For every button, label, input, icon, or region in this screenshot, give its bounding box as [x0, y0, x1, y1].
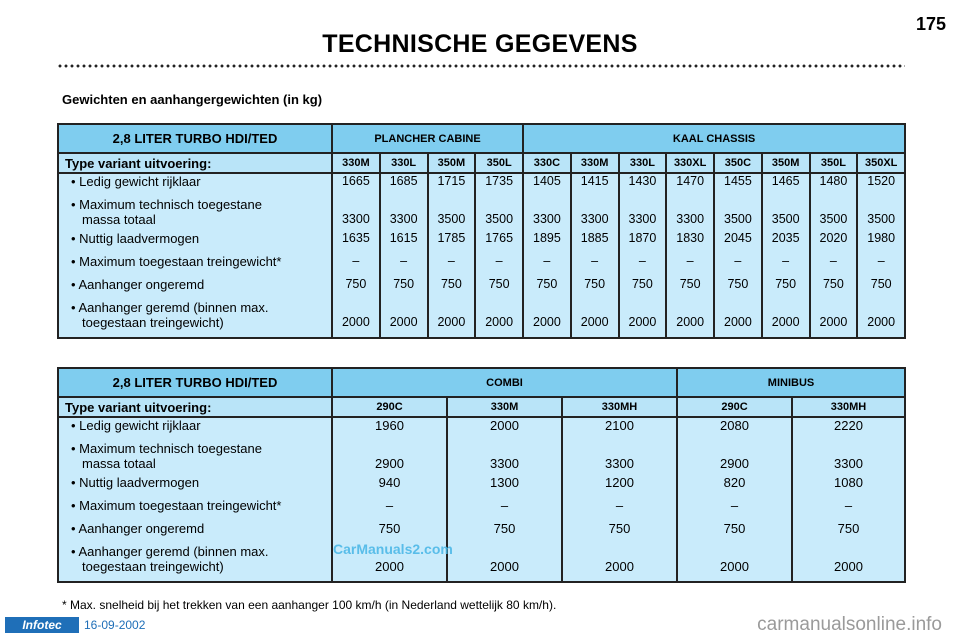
value-cell: 1200 — [605, 475, 634, 490]
column-header: 330M — [447, 397, 562, 417]
print-date: 16-09-2002 — [84, 618, 146, 632]
value-cell: 3300 — [389, 212, 418, 226]
dotted-divider — [57, 64, 905, 68]
column-header: 330XL — [666, 153, 714, 173]
value-cell: 2000 — [533, 315, 561, 329]
value-cell: 1885 — [580, 231, 609, 245]
value-cell: 1665 — [341, 174, 370, 188]
value-cell: 3300 — [341, 212, 370, 226]
row-label — [59, 498, 331, 521]
value-column — [428, 173, 476, 338]
row-label-line: • Aanhanger ongeremd — [71, 521, 205, 536]
value-cell: 940 — [378, 475, 401, 490]
value-cell: 2000 — [720, 559, 749, 574]
value-cell: 750 — [584, 277, 606, 291]
value-cell: 1980 — [867, 231, 896, 245]
row-label — [59, 300, 331, 334]
value-cell: 750 — [608, 521, 631, 536]
row-label — [59, 441, 331, 475]
value-cell: 2000 — [724, 315, 752, 329]
column-header: 330MH — [792, 397, 905, 417]
column-header: 330M — [571, 153, 619, 173]
value-cell: 3500 — [771, 212, 800, 226]
value-cell: 1685 — [389, 174, 418, 188]
row-label-line: toegestaan treingewicht) — [82, 315, 224, 330]
group-header-kaal-chassis: KAAL CHASSIS — [523, 124, 905, 153]
value-cell: 1830 — [676, 231, 705, 245]
value-cell: 820 — [723, 475, 746, 490]
value-cell: 1415 — [580, 174, 609, 188]
value-cell: – — [829, 254, 837, 268]
value-cell: 1615 — [389, 231, 418, 245]
row-labels — [58, 417, 332, 582]
value-cell: 1080 — [834, 475, 863, 490]
value-cell: 2000 — [605, 559, 634, 574]
value-cell: 1300 — [490, 475, 519, 490]
value-column — [714, 173, 762, 338]
row-label-line: massa totaal — [82, 212, 156, 227]
value-cell: 2220 — [834, 418, 863, 433]
column-header: 330L — [619, 153, 667, 173]
value-cell: 750 — [345, 277, 367, 291]
value-cell: – — [844, 498, 853, 513]
column-header: 350L — [810, 153, 858, 173]
value-column — [792, 417, 905, 582]
value-cell: 2000 — [485, 315, 514, 329]
value-column — [447, 417, 562, 582]
value-cell: 1960 — [375, 418, 404, 433]
value-column — [332, 173, 380, 338]
group-header-minibus: MINIBUS — [677, 368, 905, 397]
value-cell: 2000 — [676, 315, 705, 329]
value-cell: 1765 — [485, 231, 514, 245]
value-cell: 1480 — [819, 174, 848, 188]
row-label — [59, 418, 331, 441]
value-cell: 2100 — [605, 418, 634, 433]
value-cell: 1430 — [628, 174, 657, 188]
row-label-line: massa totaal — [82, 456, 156, 471]
value-cell: 3500 — [724, 212, 752, 226]
value-cell: 2000 — [389, 315, 418, 329]
value-column — [523, 173, 571, 338]
value-column — [380, 173, 428, 338]
value-column — [619, 173, 667, 338]
value-column — [666, 173, 714, 338]
footnote: * Max. snelheid bij het trekken van een aanhanger 100 km/h (in Nederland wettelijk 80 km/h). — [62, 598, 557, 612]
value-cell: – — [447, 254, 455, 268]
value-cell: 750 — [822, 277, 844, 291]
value-cell: – — [638, 254, 646, 268]
value-column — [677, 417, 792, 582]
row-label-line: • Aanhanger geremd (binnen max. — [71, 544, 269, 559]
value-cell: 3300 — [605, 456, 634, 471]
row-label-line: • Ledig gewicht rijklaar — [71, 174, 201, 189]
value-cell: 2000 — [867, 315, 896, 329]
value-cell: – — [730, 498, 739, 513]
value-cell: 3300 — [533, 212, 561, 226]
value-cell: – — [385, 498, 394, 513]
row-label — [59, 174, 331, 197]
value-cell: – — [500, 498, 509, 513]
row-label — [59, 521, 331, 544]
value-column — [810, 173, 858, 338]
value-cell: 2000 — [490, 559, 519, 574]
value-cell: 3300 — [580, 212, 609, 226]
row-label-line: • Nuttig laadvermogen — [71, 231, 200, 246]
value-cell: 3300 — [834, 456, 863, 471]
column-header: 290C — [677, 397, 792, 417]
column-header: 350XL — [857, 153, 905, 173]
page-number: 175 — [915, 14, 946, 34]
variant-label: Type variant uitvoering: — [58, 397, 332, 417]
value-cell: 2000 — [628, 315, 657, 329]
value-cell: – — [877, 254, 885, 268]
column-header: 350M — [428, 153, 476, 173]
column-header: 330C — [523, 153, 571, 173]
row-label-line: • Maximum technisch toegestane — [71, 441, 262, 456]
value-cell: 750 — [393, 277, 415, 291]
value-cell: 750 — [488, 277, 510, 291]
value-cell: 750 — [723, 521, 746, 536]
value-cell: 2000 — [341, 315, 370, 329]
value-cell: 1405 — [533, 174, 561, 188]
row-labels — [58, 173, 332, 338]
row-label — [59, 254, 331, 277]
value-cell: 1465 — [771, 174, 800, 188]
row-label-line: • Nuttig laadvermogen — [71, 475, 200, 490]
value-cell: 750 — [378, 521, 401, 536]
value-cell: 1785 — [437, 231, 466, 245]
weights-table-chassis — [57, 123, 906, 339]
value-cell: 2000 — [375, 559, 404, 574]
value-cell: 750 — [440, 277, 462, 291]
row-label — [59, 544, 331, 578]
value-cell: 2045 — [724, 231, 752, 245]
value-cell: 3500 — [437, 212, 466, 226]
value-cell: 1635 — [341, 231, 370, 245]
value-cell: 1455 — [724, 174, 752, 188]
value-cell: – — [352, 254, 360, 268]
value-cell: – — [686, 254, 694, 268]
column-header: 350M — [762, 153, 810, 173]
value-cell: 2900 — [375, 456, 404, 471]
column-header: 330MH — [562, 397, 677, 417]
value-cell: 2035 — [771, 231, 800, 245]
value-cell: 750 — [775, 277, 797, 291]
row-label-line: • Ledig gewicht rijklaar — [71, 418, 201, 433]
value-cell: 750 — [870, 277, 892, 291]
weights-table-combi-minibus — [57, 367, 906, 583]
value-cell: 750 — [536, 277, 558, 291]
row-label — [59, 277, 331, 300]
value-column — [332, 417, 447, 582]
row-label-line: • Aanhanger ongeremd — [71, 277, 205, 292]
value-cell: – — [495, 254, 503, 268]
column-header: 330M — [332, 153, 380, 173]
value-cell: 2080 — [720, 418, 749, 433]
value-cell: 2020 — [819, 231, 848, 245]
column-header: 290C — [332, 397, 447, 417]
value-cell: 1735 — [485, 174, 514, 188]
row-label — [59, 197, 331, 231]
site-watermark: carmanualsonline.info — [757, 614, 942, 635]
value-cell: 3500 — [867, 212, 896, 226]
watermark: CarManuals2.com — [333, 541, 453, 557]
value-cell: 2000 — [819, 315, 848, 329]
value-cell: 2000 — [771, 315, 800, 329]
value-column — [475, 173, 523, 338]
value-cell: 2000 — [834, 559, 863, 574]
group-header-plancher-cabine: PLANCHER CABINE — [332, 124, 523, 153]
value-column — [857, 173, 905, 338]
value-cell: 2000 — [437, 315, 466, 329]
value-cell: – — [734, 254, 742, 268]
section-subtitle: Gewichten en aanhangergewichten (in kg) — [62, 92, 323, 107]
value-column — [571, 173, 619, 338]
value-cell: 3500 — [819, 212, 848, 226]
row-label-line: • Maximum toegestaan treingewicht* — [71, 254, 282, 269]
row-label-line: • Maximum technisch toegestane — [71, 197, 262, 212]
value-cell: 750 — [727, 277, 749, 291]
page-title: TECHNISCHE GEGEVENS — [322, 30, 638, 58]
value-cell: 1870 — [628, 231, 657, 245]
value-cell: 2000 — [490, 418, 519, 433]
table-engine-title: 2,8 LITER TURBO HDI/TED — [58, 368, 332, 397]
row-label-line: toegestaan treingewicht) — [82, 559, 224, 574]
value-cell: – — [615, 498, 624, 513]
value-cell: – — [591, 254, 599, 268]
row-label — [59, 475, 331, 498]
value-cell: 750 — [837, 521, 860, 536]
value-cell: 3500 — [485, 212, 514, 226]
row-label-line: • Aanhanger geremd (binnen max. — [71, 300, 269, 315]
value-cell: 750 — [631, 277, 653, 291]
value-cell: 750 — [493, 521, 516, 536]
value-cell: 2000 — [580, 315, 609, 329]
value-cell: – — [782, 254, 790, 268]
group-header-combi: COMBI — [332, 368, 677, 397]
row-label-line: • Maximum toegestaan treingewicht* — [71, 498, 282, 513]
value-cell: 3300 — [676, 212, 705, 226]
value-cell: 1715 — [437, 174, 466, 188]
value-cell: – — [400, 254, 408, 268]
value-cell: – — [543, 254, 551, 268]
value-cell: 1895 — [533, 231, 561, 245]
column-header: 350L — [475, 153, 523, 173]
value-cell: 2900 — [720, 456, 749, 471]
value-column — [562, 417, 677, 582]
value-column — [762, 173, 810, 338]
value-cell: 750 — [679, 277, 701, 291]
column-header: 350C — [714, 153, 762, 173]
value-cell: 3300 — [628, 212, 657, 226]
row-label — [59, 231, 331, 254]
variant-label: Type variant uitvoering: — [58, 153, 332, 173]
value-cell: 3300 — [490, 456, 519, 471]
value-cell: 1470 — [676, 174, 705, 188]
infotec-logo: Infotec — [5, 617, 79, 633]
value-cell: 1520 — [867, 174, 896, 188]
table-engine-title: 2,8 LITER TURBO HDI/TED — [58, 124, 332, 153]
column-header: 330L — [380, 153, 428, 173]
